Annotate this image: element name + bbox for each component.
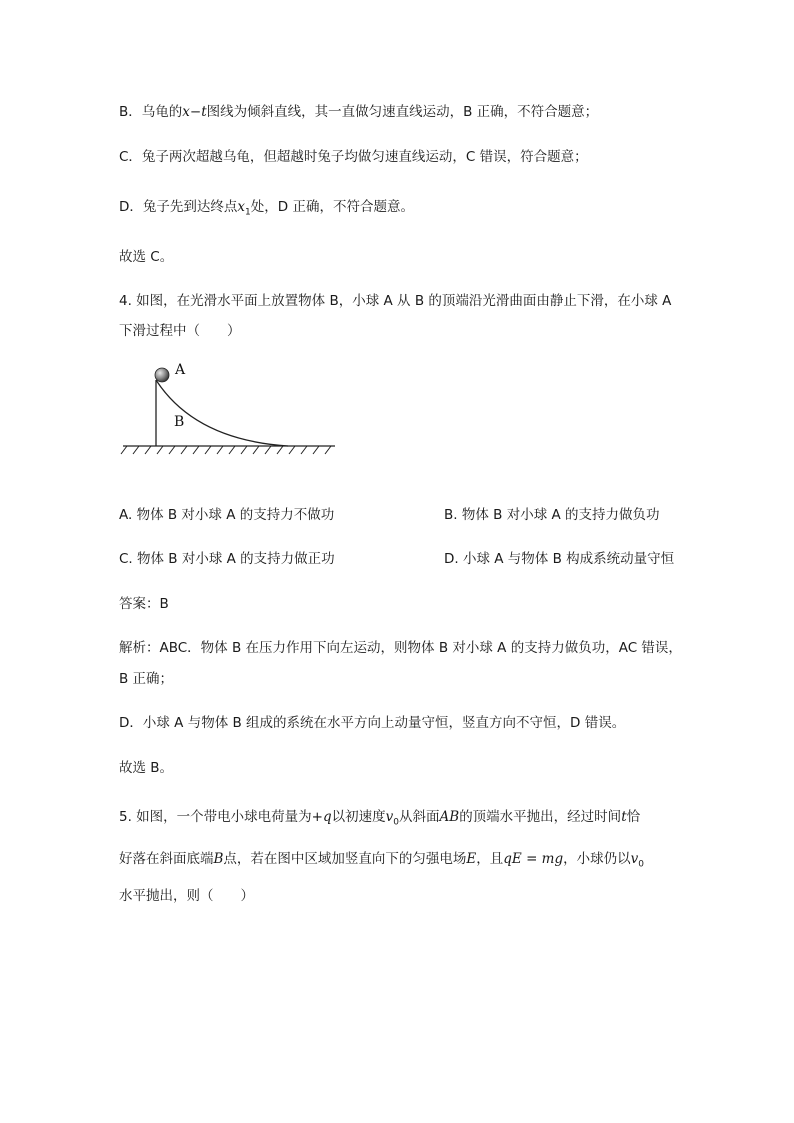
math-equation: qE = mg — [503, 851, 564, 867]
math-ab: AB — [439, 809, 460, 825]
math-b: B — [213, 851, 224, 867]
text-segment: 从斜面 — [399, 809, 440, 825]
math-x-t: x−t — [182, 104, 207, 120]
explanation-line-4: 故选 B。 — [119, 760, 174, 776]
label-b: B — [174, 414, 185, 430]
smooth-curved-surface — [156, 380, 288, 446]
text-segment: ，小球仍以 — [563, 851, 631, 867]
text-segment: 以初速度 — [331, 809, 386, 825]
text-segment: 图线为倾斜直线，其一直做匀速直线运动，B 正确，不符合题意； — [206, 104, 599, 120]
explanation-line-3: D．小球 A 与物体 B 组成的系统在水平方向上动量守恒，竖直方向不守恒，D 错误。 — [119, 715, 626, 731]
text-segment: 点，若在图中区域加竖直向下的匀强电场 — [223, 851, 467, 867]
text-segment: 5. 如图，一个带电小球电荷量为+ — [119, 809, 323, 825]
option-a[interactable]: A. 物体 B 对小球 A 的支持力不做功 — [119, 507, 335, 523]
text-segment: 的顶端水平抛出，经过时间 — [459, 809, 622, 825]
option-b[interactable]: B. 物体 B 对小球 A 的支持力做负功 — [444, 507, 660, 523]
explanation-line-1: 解析：ABC．物体 B 在压力作用下向左运动，则物体 B 对小球 A 的支持力做负功，AC 错误， — [119, 640, 682, 656]
subscript: 0 — [393, 817, 400, 828]
subscript: 0 — [638, 859, 644, 870]
option-c[interactable]: C. 物体 B 对小球 A 的支持力做正功 — [119, 551, 335, 567]
incline-figure — [115, 360, 345, 480]
answer-line: 答案：B — [119, 596, 169, 612]
choice-line-c: 故选 C。 — [119, 249, 174, 265]
option-d[interactable]: D. 小球 A 与物体 B 构成系统动量守恒 — [444, 551, 675, 567]
solution-line-d — [119, 198, 414, 222]
text-segment: 恰 — [626, 809, 641, 825]
subscript: 1 — [245, 207, 251, 218]
math-t: t — [621, 809, 627, 825]
text-segment: 好落在斜面底端 — [119, 851, 214, 867]
math-x1: x — [237, 199, 246, 215]
text-segment: ，且 — [476, 851, 504, 867]
math-e: E — [466, 851, 477, 867]
text-segment: 处，D 正确，不符合题意。 — [250, 199, 414, 215]
question-4-line-2: 下滑过程中（ ） — [119, 323, 241, 339]
question-5-line-1 — [119, 808, 640, 832]
explanation-line-2: B 正确； — [119, 671, 174, 687]
math-v: v — [385, 809, 394, 825]
ball-a — [155, 368, 169, 382]
ground-hatching — [121, 446, 331, 454]
question-5-line-3: 水平抛出，则（ ） — [119, 888, 254, 904]
math-q: q — [322, 809, 332, 825]
text-segment: B．乌龟的 — [119, 104, 183, 120]
math-v: v — [630, 851, 639, 867]
text-segment: D．兔子先到达终点 — [119, 199, 238, 215]
solution-line-b — [119, 103, 598, 121]
solution-line-c: C．兔子两次超越乌龟，但超越时兔子均做匀速直线运动，C 错误，符合题意； — [119, 149, 588, 165]
question-5-line-2 — [119, 850, 644, 874]
question-4-line-1: 4. 如图，在光滑水平面上放置物体 B，小球 A 从 B 的顶端沿光滑曲面由静止下滑，在小球 A — [119, 293, 672, 309]
label-a: A — [175, 362, 186, 378]
